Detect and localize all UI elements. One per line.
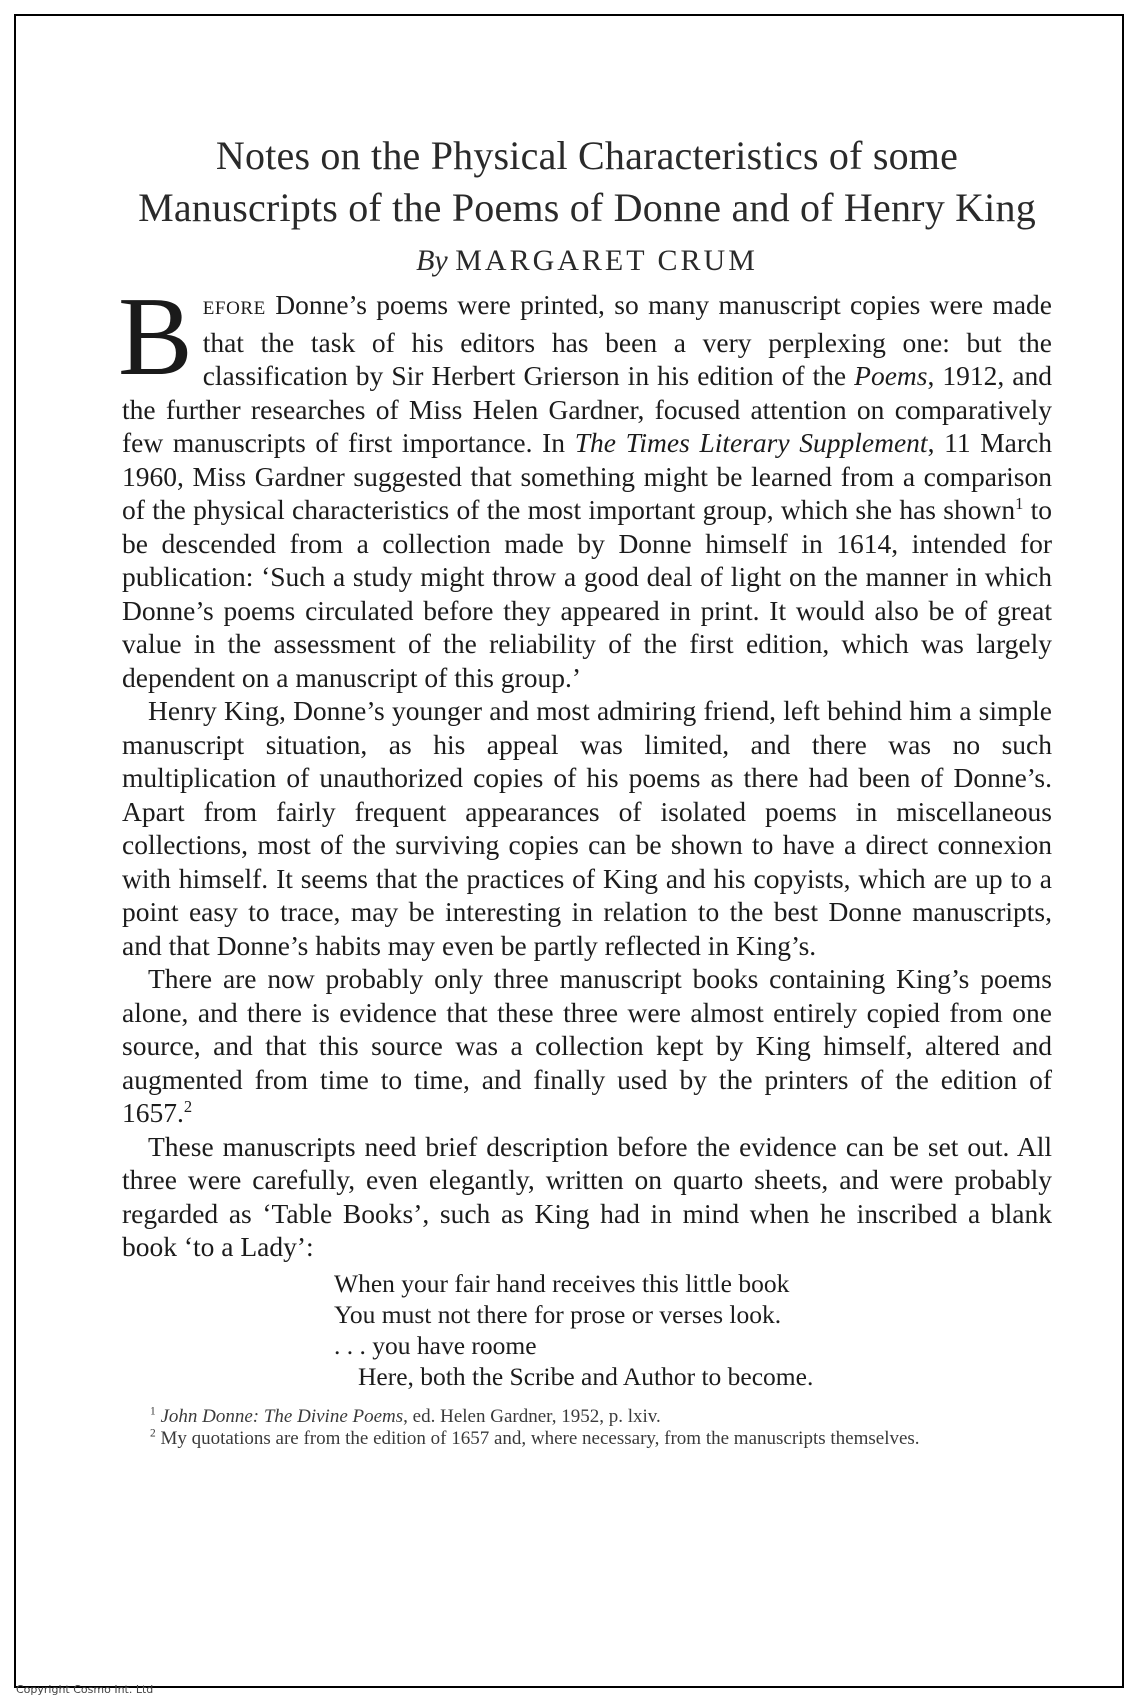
paragraph-1-italic-tls: The Times Literary Supplement: [574, 427, 928, 458]
footnote-ref-2: 2: [183, 1096, 193, 1116]
verse-line: . . . you have roome: [334, 1330, 537, 1360]
verse-line: Here, both the Scribe and Author to become.: [358, 1361, 814, 1391]
paragraph-4: These manuscripts need brief description before the evidence can be set out. All three were carefully, even elegantly, written on quarto sheets, and were probably regarded as ‘Table Books’, such as King had in mind when he inscribed a blank book ‘to a Lady’:: [122, 1130, 1052, 1262]
opening-small-caps: EFORE: [202, 298, 266, 319]
footnote-1-italic: John Donne: The Divine Poems: [160, 1405, 404, 1427]
footnote-1: [122, 1406, 1052, 1428]
paragraph-1-italic-poems: Poems: [854, 360, 928, 391]
paragraph-1-text-b: , 1912, and the further researches of Miss Helen Gardner, focused attention on comparatively few manuscripts of first importance. In: [122, 360, 1052, 458]
paragraph-1: [118, 275, 1052, 694]
paragraph-1-text-c: , 11 March 1960, Miss Gardner suggested that something might be learned from a comparison of the physical characteristics of the most important group, which she has shown: [122, 427, 1052, 525]
drop-cap: B: [118, 275, 193, 399]
footnote-1-number: 1: [150, 1405, 156, 1418]
article-title: Notes on the Physical Characteristics of some Manuscripts of the Poems of Donne and of Henry King: [138, 133, 1036, 230]
article-page: [118, 130, 1052, 1450]
footnote-2: [122, 1428, 1052, 1450]
verse-quotation: [334, 1268, 1052, 1392]
paragraph-3: [122, 962, 1052, 1130]
footnote-2-text: My quotations are from the edition of 1657 and, where necessary, from the manuscripts themselves.: [160, 1427, 920, 1449]
verse-line: When your fair hand receives this little book: [334, 1268, 790, 1298]
verse-line: You must not there for prose or verses look.: [334, 1299, 782, 1329]
footnote-1-text: , ed. Helen Gardner, 1952, p. lxiv.: [403, 1405, 661, 1427]
paragraph-1-text-d: to be descended from a collection made by Donne himself in 1614, intended for publication: ‘Such a study might throw a good deal of light on the manner in which Donne’s poems circulated before they appeared in print. It would also be of great value in the assessment of the reliability of the first edition, which was largely dependent on a manuscript of this group.’: [122, 494, 1052, 693]
byline-author: MARGARET CRUM: [455, 244, 758, 277]
footnote-2-number: 2: [150, 1427, 156, 1440]
paragraph-2: Henry King, Donne’s younger and most admiring friend, left behind him a simple manuscript situation, as his appeal was limited, and there was no such multiplication of unauthorized copies of his poems as there had been of Donne’s. Apart from fairly frequent appearances of isolated poems in miscellaneous collections, most of the surviving copies can be shown to have a direct connexion with himself. It seems that the practices of King and his copyists, which are up to a point easy to trace, may be interesting in relation to the best Donne manuscripts, and that Donne’s habits may even be partly reflected in King’s.: [122, 695, 1052, 961]
byline-prefix: By: [416, 244, 448, 277]
article-body: [118, 275, 1052, 1264]
footnotes: [122, 1406, 1052, 1450]
footnote-ref-1: 1: [1015, 493, 1024, 513]
paragraph-1-text-a: Donne’s poems were printed, so many manuscript copies were made that the task of his editors has been a very perplexing one: but the classification by Sir Herbert Grierson in his edition of the: [202, 289, 1052, 391]
copyright-notice: Copyright Cosmo Int. Ltd: [16, 1683, 154, 1696]
byline: [122, 236, 1052, 286]
paragraph-3-text: There are now probably only three manuscript books containing King’s poems alone, and there is evidence that these three were almost entirely copied from one source, and that this source was a collection kept by King himself, altered and augmented from time to time, and finally used by the printers of the edition of 1657.: [122, 963, 1052, 1128]
